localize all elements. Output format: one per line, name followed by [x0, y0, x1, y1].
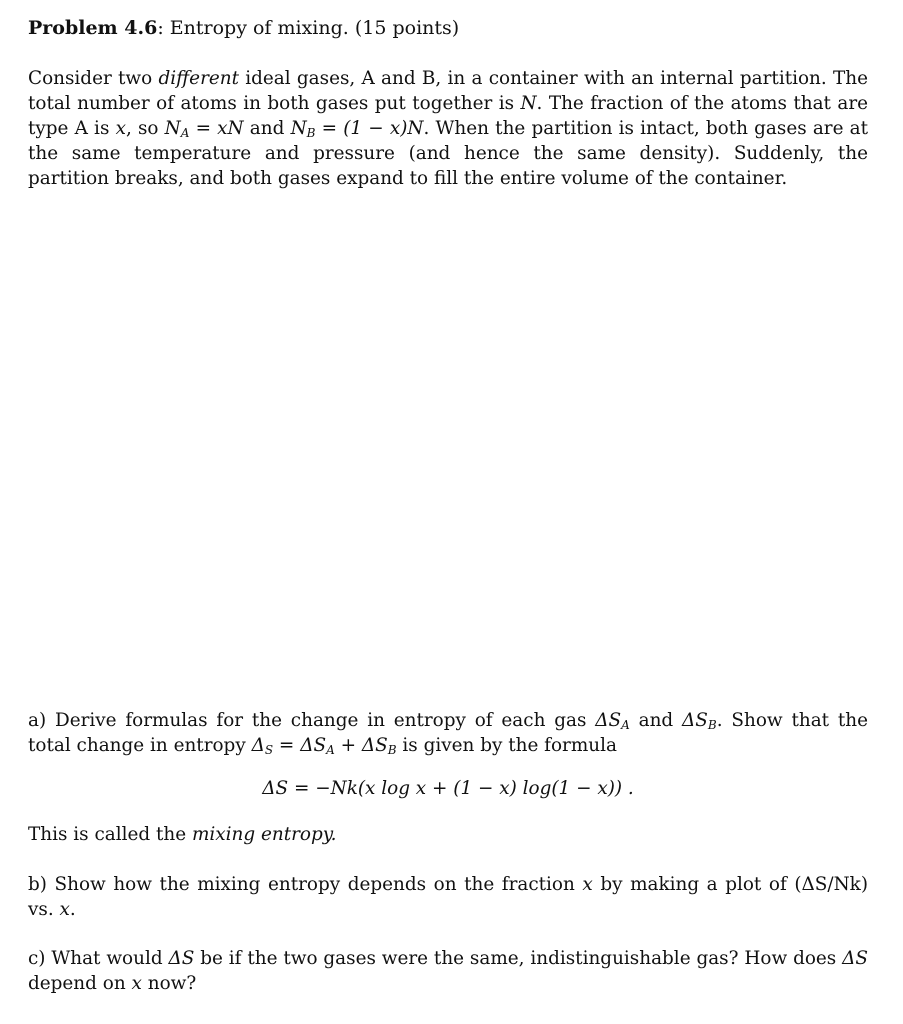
math-dS-total-sub: S	[264, 743, 274, 757]
math-NB: N	[290, 118, 307, 139]
part-b-text-1: b) Show how the mixing entropy depends on the fraction	[28, 874, 583, 895]
math-NB-sub: B	[306, 126, 316, 140]
mixing-entropy-note	[28, 822, 868, 847]
math-x-b1: x	[582, 874, 593, 895]
math-x-b2: x	[59, 899, 70, 920]
math-dSB: ΔS	[682, 710, 708, 731]
mixing-text: This is called the	[28, 824, 192, 845]
mixing-emphasis: mixing entropy.	[191, 824, 337, 845]
problem-label: Problem 4.6	[28, 17, 158, 39]
math-x: x	[115, 118, 126, 139]
part-a-paragraph	[28, 708, 868, 758]
math-dSA-sub: A	[621, 718, 630, 732]
math-N: N	[520, 93, 537, 114]
intro-text-1: Consider two	[28, 68, 159, 89]
part-a-text-3: . Show that the total change in entropy	[28, 710, 868, 756]
math-NA-rhs: = xN	[189, 118, 244, 139]
intro-text-4: , so	[125, 118, 165, 139]
answer-space	[28, 200, 868, 695]
math-dS-total: Δ	[251, 735, 265, 756]
mixing-entropy-equation: ΔS = −Nk(x log x + (1 − x) log(1 − x)) .	[262, 778, 634, 799]
problem-title	[28, 16, 459, 40]
problem-title-text: : Entropy of mixing. (15 points)	[157, 17, 460, 39]
math-NA-sub: A	[180, 126, 190, 140]
math-NB-rhs: = (1 − x)N	[315, 118, 424, 139]
math-sum-dSA-sub: A	[326, 743, 335, 757]
part-b-text-3: .	[69, 899, 76, 920]
part-c-text-3: depend on	[28, 973, 132, 994]
part-a-text-1: a) Derive formulas for the change in entropy of each gas	[28, 710, 596, 731]
intro-text-6: . When the partition is intact, both gases are at the same temperature and pressure (and hence the same density). Suddenly, the partition breaks, and both gases expand to fill the entire volume of the container.	[28, 118, 868, 189]
intro-emphasis-different: different	[158, 68, 239, 89]
math-NA: N	[164, 118, 181, 139]
math-dS-c2: ΔS	[842, 948, 868, 969]
math-sum-dSB: ΔS	[361, 735, 388, 756]
part-b-paragraph	[28, 872, 868, 922]
part-a-text-5: is given by the formula	[396, 735, 617, 756]
part-c-text-1: c) What would	[28, 948, 169, 969]
part-c-paragraph	[28, 946, 868, 996]
math-dSB-sub: B	[707, 718, 717, 732]
intro-text-5: and	[243, 118, 291, 139]
math-plus: +	[334, 735, 362, 756]
part-c-text-4: now?	[141, 973, 197, 994]
part-a-text-4: =	[273, 735, 301, 756]
part-b-text-2: by making a plot of (ΔS/Nk) vs.	[28, 874, 868, 920]
intro-paragraph	[28, 66, 868, 191]
part-c-text-2: be if the two gases were the same, indistinguishable gas? How does	[194, 948, 843, 969]
math-sum-dSA: ΔS	[300, 735, 327, 756]
math-sum-dSB-sub: B	[387, 743, 397, 757]
math-dS-c1: ΔS	[168, 948, 195, 969]
math-x-c: x	[131, 973, 142, 994]
intro-text-3: . The fraction of the atoms that are type A is	[28, 93, 868, 139]
part-a-text-2: and	[629, 710, 683, 731]
intro-text-2: ideal gases, A and B, in a container with an internal partition. The total number of atoms in both gases put together is	[28, 68, 868, 114]
math-dSA: ΔS	[595, 710, 622, 731]
